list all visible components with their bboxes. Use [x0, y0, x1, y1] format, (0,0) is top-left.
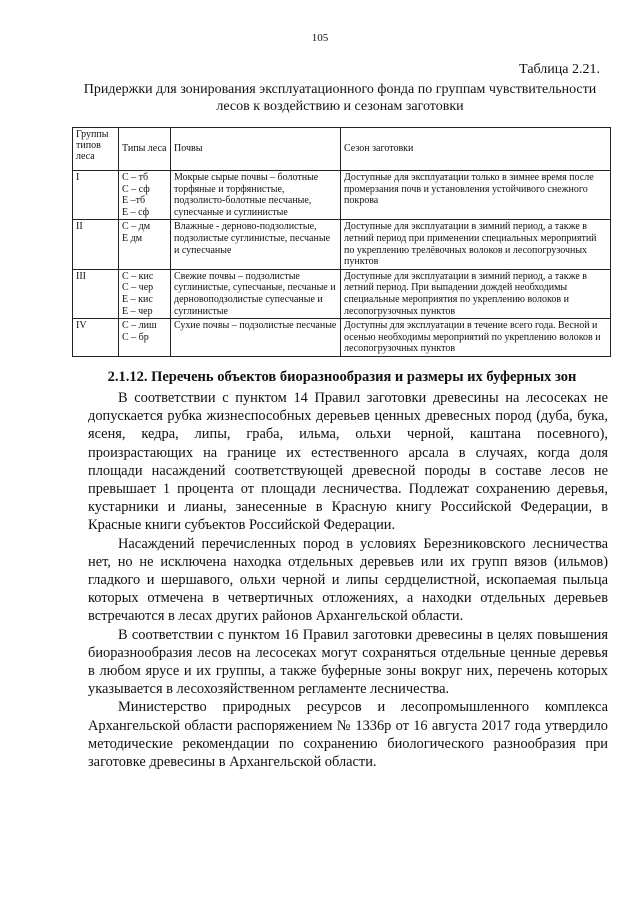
type-item: Е –тб	[122, 195, 146, 207]
type-item: С – тб	[122, 172, 149, 183]
paragraph: Министерство природных ресурсов и лесопромышленного комплекса Архангельской области распоряжением № 1336р от 16 августа 2017 года утвердило методические рекомендации по сохранению биологического разнообразия при заготовке древесины в Архангельской области.	[88, 699, 608, 771]
paragraph: Насаждений перечисленных пород в условиях Березниковского лесничества нет, но не исключена находка отдельных деревьев или их групп вязов (ильмов) гладкого и шершавого, ольхи черной и липы сердцелистной, ископаемая пыльца которых отмечена в четвертичных отложениях, а находки отдельных деревьев встречаются в лесах других районов Архангельской области.	[88, 535, 608, 625]
type-item: С – кис	[122, 270, 154, 282]
types-cell	[119, 171, 171, 220]
table-label: Таблица 2.21.	[519, 62, 600, 77]
paragraph: В соответствии с пунктом 16 Правил заготовки древесины в целях повышения биоразнообразия лесов на лесосеках могут сохраняться отдельные ценные деревья в любом ярусе и их группы, а также буферные зоны вокруг них, перечень которых указывается в лесохозяйственном регламенте лесничества.	[88, 626, 608, 698]
type-item: С – лиш	[122, 320, 157, 332]
section-heading: 2.1.12. Перечень объектов биоразнообразия и размеры их буферных зон	[107, 369, 577, 385]
group-cell: III	[73, 269, 119, 318]
season-cell: Доступны для эксплуатации в течение всего года. Весной и осенью необходимы мероприятий по укреплению волоков и лесопогрузочных пунктов	[341, 319, 611, 357]
zoning-table	[72, 127, 611, 357]
type-item: С – бр	[122, 331, 149, 343]
header-season: Сезон заготовки	[341, 128, 611, 171]
body-text	[88, 389, 608, 771]
type-item: Е – сф	[122, 206, 150, 218]
table-row	[73, 269, 611, 318]
table-header-row	[73, 128, 611, 171]
table-row	[73, 319, 611, 357]
table-title: Придержки для зонирования эксплуатационного фонда по группам чувствительности лесов к воздействию и сезонам заготовки	[83, 82, 597, 114]
page-number: 105	[311, 32, 329, 44]
header-forest-groups: Группы типов леса	[73, 128, 119, 171]
paragraph: В соответствии с пунктом 14 Правил заготовки древесины на лесосеках не допускается рубка жизнеспособных деревьев ценных древесных пород (дуба, бука, ясеня, кедра, липы, граба, ильма, ольхи черной, каштана посевного), произрастающих на границе их естественного арсала в случаях, когда доля площади насаждений соответствующей древесной породы в составе лесов не превышает 1 процента от площади лесничества. Подлежат сохранению деревья, кустарники и лианы, занесенные в Красную книгу Российской Федерации, в Красные книги субъектов Российской Федерации.	[88, 390, 608, 534]
header-soils: Почвы	[171, 128, 341, 171]
soils-cell: Влажные - дерново-подзолистые, подзолистые суглинистые, песчаные и супесчаные	[171, 220, 341, 269]
group-cell: II	[73, 220, 119, 269]
type-item: С – чер	[122, 282, 154, 294]
type-item: С – сф	[122, 183, 150, 195]
season-cell: Доступные для эксплуатации в зимний период, а также в летний период при применении специальных мероприятий по укреплению трелёвочных волоков и лесопогрузочных пунктов	[341, 220, 611, 269]
season-cell: Доступные для эксплуатации только в зимнее время после промерзания почв и установления устойчивого снежного покрова	[341, 171, 611, 220]
table-row	[73, 171, 611, 220]
soils-cell: Мокрые сырые почвы – болотные торфяные и торфянистые, подзолисто-болотные песчаные, супесчаные и суглинистые	[171, 171, 341, 220]
types-cell	[119, 319, 171, 357]
type-item: Е дм	[122, 232, 143, 244]
table-row	[73, 220, 611, 269]
type-item: Е – чер	[122, 305, 153, 317]
soils-cell: Сухие почвы – подзолистые песчаные	[171, 319, 341, 357]
soils-cell: Свежие почвы – подзолистые суглинистые, супесчаные, песчаные и дерновоподзолистые супесчаные и суглинистые	[171, 269, 341, 318]
types-cell	[119, 269, 171, 318]
group-cell: I	[73, 171, 119, 220]
types-cell	[119, 220, 171, 269]
season-cell: Доступные для эксплуатации в зимний период, а также в летний период. При выпадении дождей необходимы специальные мероприятия по укреплению волоков и лесопогрузочных пунктов	[341, 269, 611, 318]
group-cell: IV	[73, 319, 119, 357]
type-item: Е – кис	[122, 293, 153, 305]
type-item: С – дм	[122, 221, 151, 233]
header-forest-types: Типы леса	[119, 128, 171, 171]
